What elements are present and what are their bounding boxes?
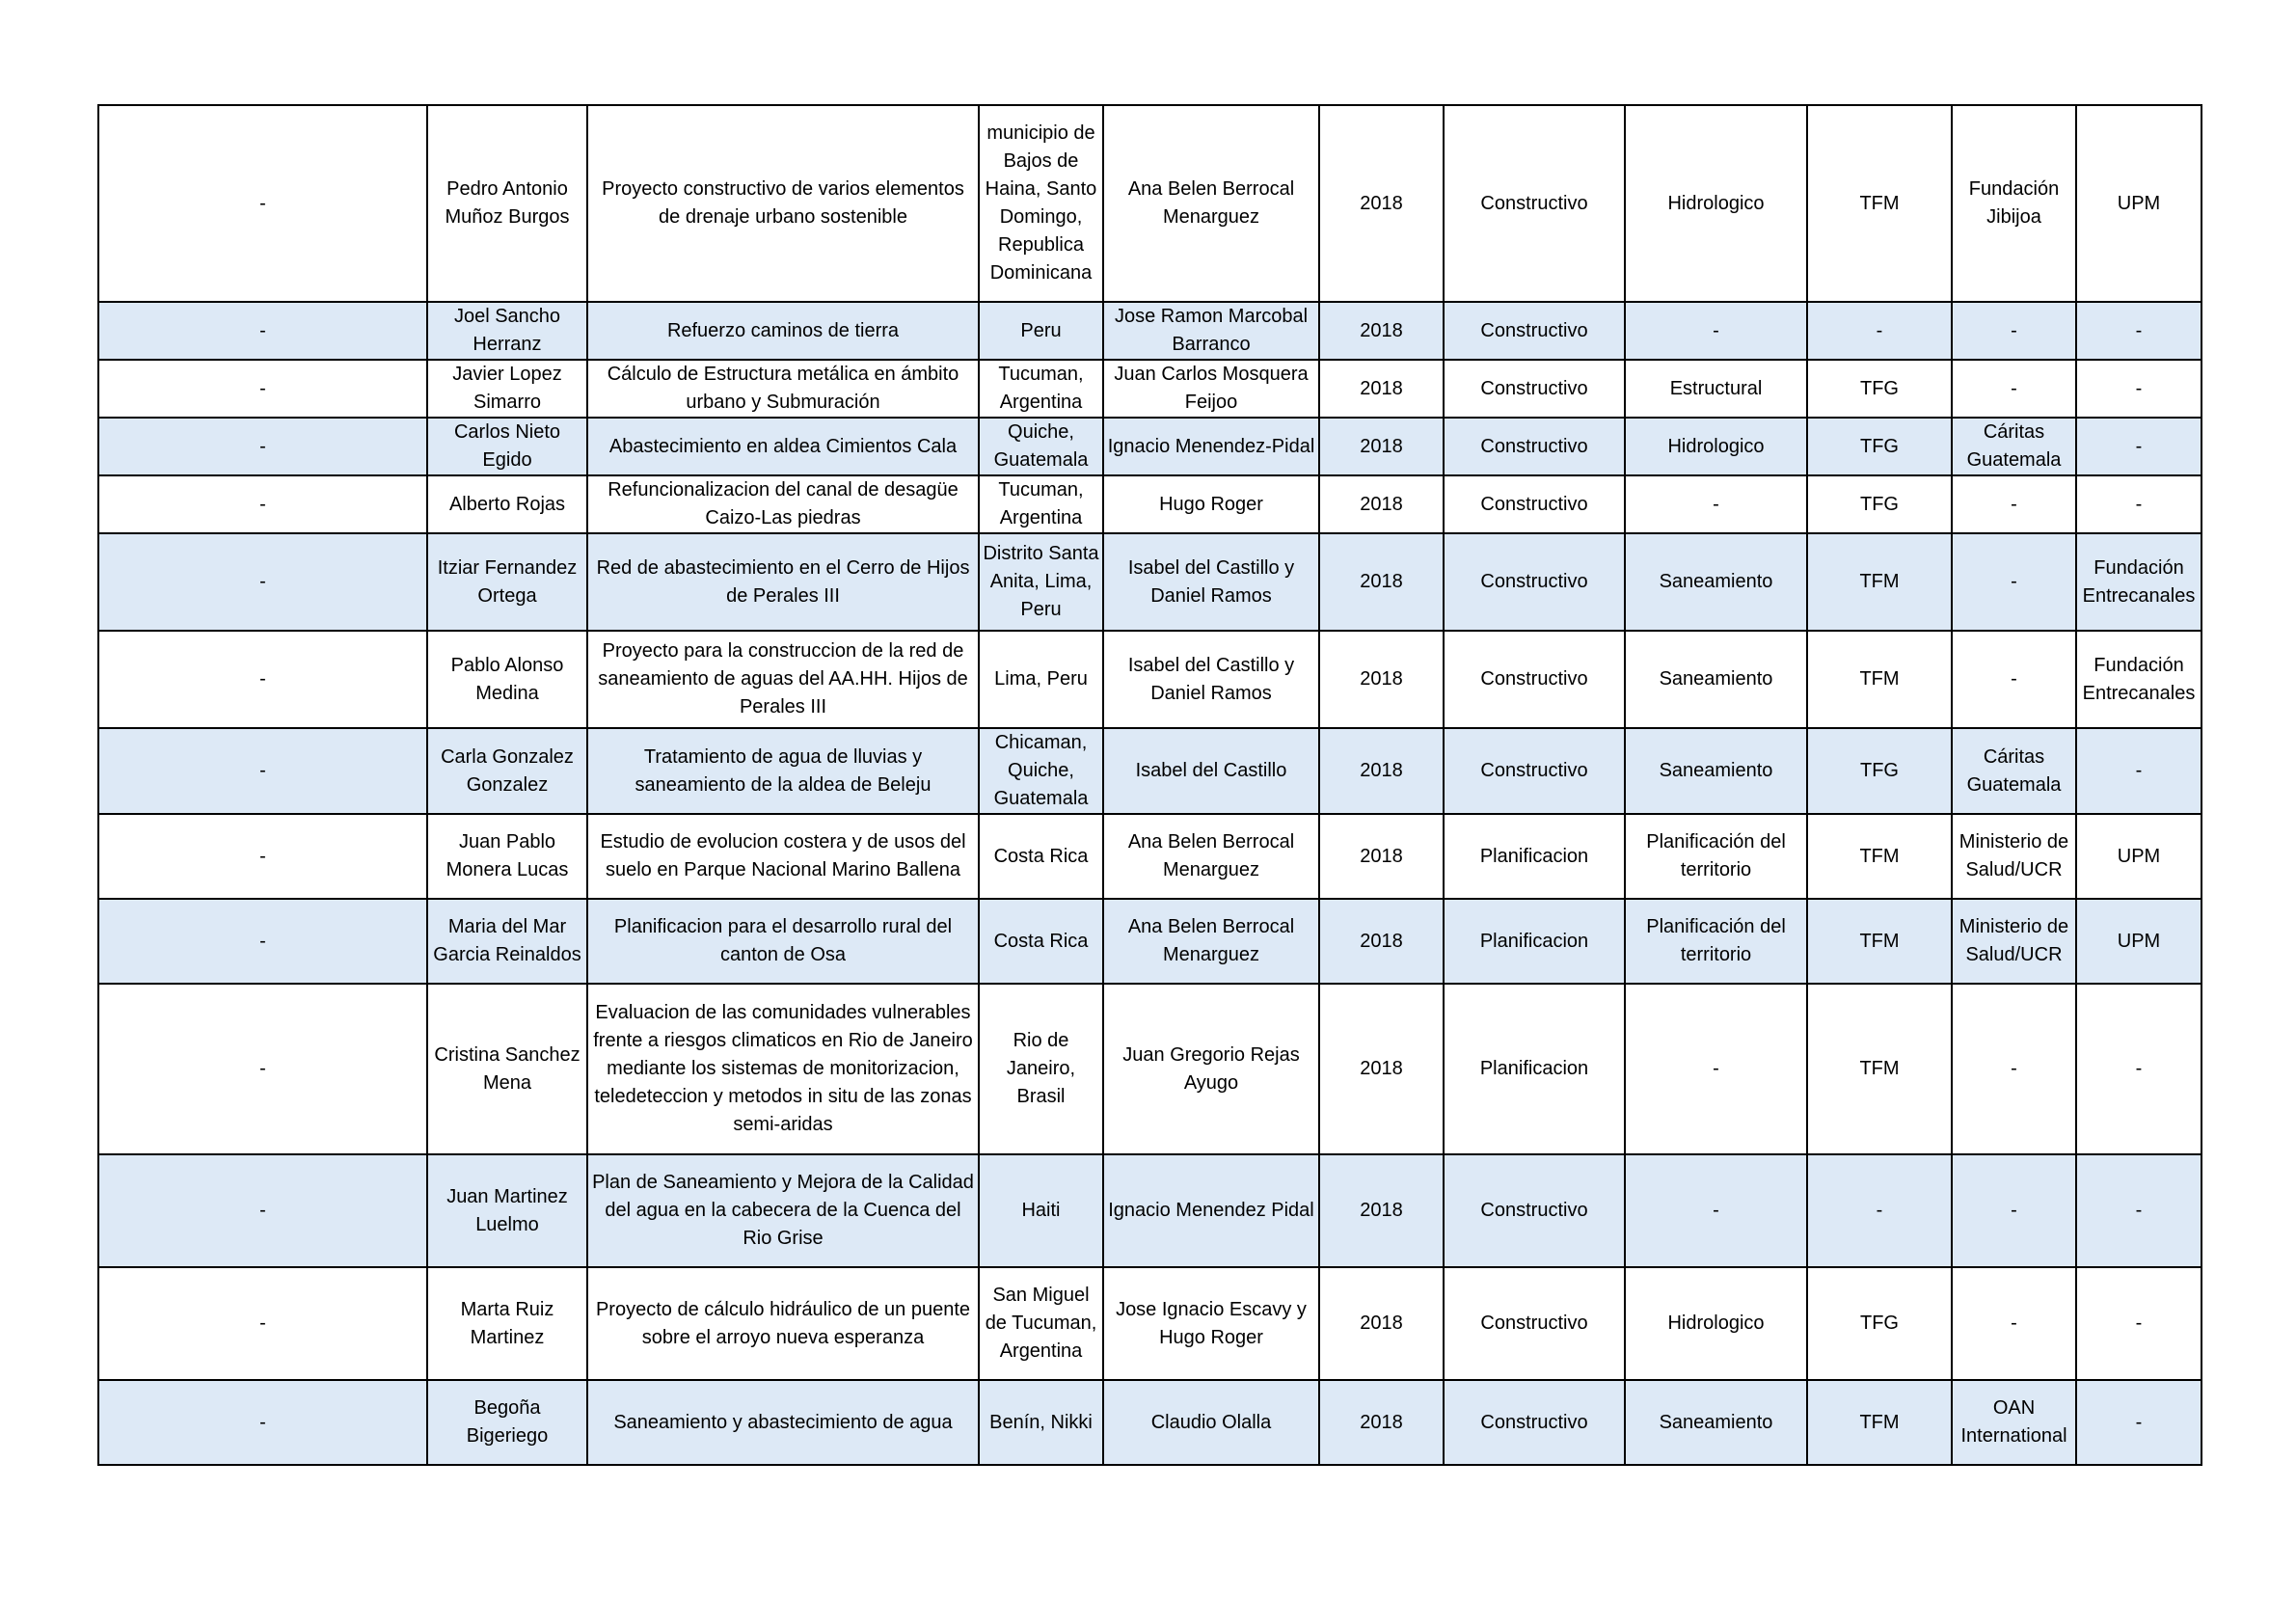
partner-cell: -	[1952, 475, 2076, 533]
tutor-cell: Claudio Olalla	[1103, 1380, 1319, 1465]
type-cell: Constructivo	[1444, 302, 1625, 360]
partner-cell: -	[1952, 631, 2076, 728]
category-cell: Planificación del territorio	[1625, 899, 1807, 984]
student-cell: Marta Ruiz Martinez	[427, 1267, 587, 1380]
funder-cell: -	[2076, 984, 2201, 1154]
degree-cell: TFG	[1807, 360, 1952, 418]
student-cell: Begoña Bigeriego	[427, 1380, 587, 1465]
type-cell: Constructivo	[1444, 475, 1625, 533]
table-row	[98, 814, 2201, 899]
reference-cell: -	[98, 631, 427, 728]
student-cell: Carla Gonzalez Gonzalez	[427, 728, 587, 814]
student-cell: Alberto Rojas	[427, 475, 587, 533]
tutor-cell: Ignacio Menendez Pidal	[1103, 1154, 1319, 1267]
category-cell: -	[1625, 475, 1807, 533]
reference-cell: -	[98, 105, 427, 302]
type-cell: Constructivo	[1444, 418, 1625, 475]
type-cell: Constructivo	[1444, 728, 1625, 814]
partner-cell: Cáritas Guatemala	[1952, 728, 2076, 814]
partner-cell: -	[1952, 1154, 2076, 1267]
table-row	[98, 105, 2201, 302]
funder-cell: -	[2076, 1380, 2201, 1465]
reference-cell: -	[98, 899, 427, 984]
location-cell: Tucuman, Argentina	[979, 360, 1103, 418]
partner-cell: -	[1952, 360, 2076, 418]
project-title-cell: Proyecto de cálculo hidráulico de un puente sobre el arroyo nueva esperanza	[587, 1267, 979, 1380]
type-cell: Constructivo	[1444, 1267, 1625, 1380]
location-cell: San Miguel de Tucuman, Argentina	[979, 1267, 1103, 1380]
partner-cell: -	[1952, 302, 2076, 360]
tutor-cell: Jose Ramon Marcobal Barranco	[1103, 302, 1319, 360]
student-cell: Pedro Antonio Muñoz Burgos	[427, 105, 587, 302]
degree-cell: TFM	[1807, 899, 1952, 984]
degree-cell: TFM	[1807, 1380, 1952, 1465]
degree-cell: TFG	[1807, 475, 1952, 533]
year-cell: 2018	[1319, 418, 1444, 475]
partner-cell: Cáritas Guatemala	[1952, 418, 2076, 475]
location-cell: Chicaman, Quiche, Guatemala	[979, 728, 1103, 814]
table-row	[98, 533, 2201, 631]
location-cell: Costa Rica	[979, 899, 1103, 984]
funder-cell: UPM	[2076, 105, 2201, 302]
location-cell: Benín, Nikki	[979, 1380, 1103, 1465]
year-cell: 2018	[1319, 984, 1444, 1154]
project-title-cell: Proyecto constructivo de varios elementos de drenaje urbano sostenible	[587, 105, 979, 302]
table-row	[98, 1267, 2201, 1380]
type-cell: Planificacion	[1444, 984, 1625, 1154]
year-cell: 2018	[1319, 1154, 1444, 1267]
location-cell: Haiti	[979, 1154, 1103, 1267]
funder-cell: UPM	[2076, 814, 2201, 899]
reference-cell: -	[98, 475, 427, 533]
student-cell: Joel Sancho Herranz	[427, 302, 587, 360]
project-title-cell: Red de abastecimiento en el Cerro de Hijos de Perales III	[587, 533, 979, 631]
table-row	[98, 1154, 2201, 1267]
category-cell: Hidrologico	[1625, 1267, 1807, 1380]
partner-cell: -	[1952, 1267, 2076, 1380]
student-cell: Juan Martinez Luelmo	[427, 1154, 587, 1267]
year-cell: 2018	[1319, 728, 1444, 814]
projects-table	[97, 104, 2202, 1466]
student-cell: Pablo Alonso Medina	[427, 631, 587, 728]
tutor-cell: Isabel del Castillo	[1103, 728, 1319, 814]
project-title-cell: Cálculo de Estructura metálica en ámbito urbano y Submuración	[587, 360, 979, 418]
funder-cell: Fundación Entrecanales	[2076, 533, 2201, 631]
project-title-cell: Tratamiento de agua de lluvias y saneamiento de la aldea de Beleju	[587, 728, 979, 814]
funder-cell: -	[2076, 1267, 2201, 1380]
degree-cell: TFG	[1807, 1267, 1952, 1380]
tutor-cell: Ignacio Menendez-Pidal	[1103, 418, 1319, 475]
year-cell: 2018	[1319, 475, 1444, 533]
reference-cell: -	[98, 360, 427, 418]
year-cell: 2018	[1319, 302, 1444, 360]
category-cell: Hidrologico	[1625, 105, 1807, 302]
tutor-cell: Ana Belen Berrocal Menarguez	[1103, 814, 1319, 899]
project-title-cell: Proyecto para la construccion de la red de saneamiento de aguas del AA.HH. Hijos de Perales III	[587, 631, 979, 728]
reference-cell: -	[98, 302, 427, 360]
reference-cell: -	[98, 418, 427, 475]
reference-cell: -	[98, 1267, 427, 1380]
table-row	[98, 899, 2201, 984]
category-cell: Saneamiento	[1625, 631, 1807, 728]
funder-cell: -	[2076, 418, 2201, 475]
type-cell: Constructivo	[1444, 1380, 1625, 1465]
partner-cell: -	[1952, 984, 2076, 1154]
tutor-cell: Jose Ignacio Escavy y Hugo Roger	[1103, 1267, 1319, 1380]
year-cell: 2018	[1319, 1380, 1444, 1465]
partner-cell: Fundación Jibijoa	[1952, 105, 2076, 302]
type-cell: Constructivo	[1444, 105, 1625, 302]
degree-cell: TFM	[1807, 533, 1952, 631]
tutor-cell: Isabel del Castillo y Daniel Ramos	[1103, 631, 1319, 728]
project-title-cell: Abastecimiento en aldea Cimientos Cala	[587, 418, 979, 475]
tutor-cell: Hugo Roger	[1103, 475, 1319, 533]
table-row	[98, 631, 2201, 728]
year-cell: 2018	[1319, 899, 1444, 984]
table-row	[98, 984, 2201, 1154]
project-title-cell: Plan de Saneamiento y Mejora de la Calidad del agua en la cabecera de la Cuenca del Rio Grise	[587, 1154, 979, 1267]
reference-cell: -	[98, 533, 427, 631]
project-title-cell: Saneamiento y abastecimiento de agua	[587, 1380, 979, 1465]
category-cell: Saneamiento	[1625, 728, 1807, 814]
student-cell: Maria del Mar Garcia Reinaldos	[427, 899, 587, 984]
funder-cell: -	[2076, 1154, 2201, 1267]
funder-cell: Fundación Entrecanales	[2076, 631, 2201, 728]
year-cell: 2018	[1319, 631, 1444, 728]
type-cell: Planificacion	[1444, 814, 1625, 899]
degree-cell: TFM	[1807, 105, 1952, 302]
table-row	[98, 475, 2201, 533]
type-cell: Constructivo	[1444, 360, 1625, 418]
category-cell: Saneamiento	[1625, 1380, 1807, 1465]
partner-cell: OAN International	[1952, 1380, 2076, 1465]
degree-cell: TFG	[1807, 728, 1952, 814]
reference-cell: -	[98, 1154, 427, 1267]
year-cell: 2018	[1319, 814, 1444, 899]
reference-cell: -	[98, 728, 427, 814]
degree-cell: TFM	[1807, 631, 1952, 728]
location-cell: municipio de Bajos de Haina, Santo Domingo, Republica Dominicana	[979, 105, 1103, 302]
degree-cell: TFG	[1807, 418, 1952, 475]
year-cell: 2018	[1319, 360, 1444, 418]
project-title-cell: Refuerzo caminos de tierra	[587, 302, 979, 360]
category-cell: Saneamiento	[1625, 533, 1807, 631]
funder-cell: -	[2076, 302, 2201, 360]
location-cell: Lima, Peru	[979, 631, 1103, 728]
funder-cell: -	[2076, 360, 2201, 418]
type-cell: Constructivo	[1444, 1154, 1625, 1267]
degree-cell: TFM	[1807, 814, 1952, 899]
funder-cell: UPM	[2076, 899, 2201, 984]
student-cell: Itziar Fernandez Ortega	[427, 533, 587, 631]
location-cell: Quiche, Guatemala	[979, 418, 1103, 475]
project-title-cell: Refuncionalizacion del canal de desagüe Caizo-Las piedras	[587, 475, 979, 533]
project-title-cell: Estudio de evolucion costera y de usos del suelo en Parque Nacional Marino Ballena	[587, 814, 979, 899]
type-cell: Constructivo	[1444, 533, 1625, 631]
year-cell: 2018	[1319, 533, 1444, 631]
partner-cell: Ministerio de Salud/UCR	[1952, 814, 2076, 899]
reference-cell: -	[98, 1380, 427, 1465]
reference-cell: -	[98, 984, 427, 1154]
degree-cell: -	[1807, 1154, 1952, 1267]
project-title-cell: Evaluacion de las comunidades vulnerables frente a riesgos climaticos en Rio de Janeiro mediante los sistemas de monitorizacion, teledeteccion y metodos in situ de las zonas semi-aridas	[587, 984, 979, 1154]
student-cell: Juan Pablo Monera Lucas	[427, 814, 587, 899]
category-cell: Hidrologico	[1625, 418, 1807, 475]
tutor-cell: Juan Gregorio Rejas Ayugo	[1103, 984, 1319, 1154]
tutor-cell: Ana Belen Berrocal Menarguez	[1103, 899, 1319, 984]
funder-cell: -	[2076, 475, 2201, 533]
type-cell: Constructivo	[1444, 631, 1625, 728]
tutor-cell: Ana Belen Berrocal Menarguez	[1103, 105, 1319, 302]
partner-cell: -	[1952, 533, 2076, 631]
type-cell: Planificacion	[1444, 899, 1625, 984]
category-cell: Estructural	[1625, 360, 1807, 418]
degree-cell: -	[1807, 302, 1952, 360]
student-cell: Carlos Nieto Egido	[427, 418, 587, 475]
category-cell: Planificación del territorio	[1625, 814, 1807, 899]
degree-cell: TFM	[1807, 984, 1952, 1154]
category-cell: -	[1625, 1154, 1807, 1267]
student-cell: Javier Lopez Simarro	[427, 360, 587, 418]
location-cell: Rio de Janeiro, Brasil	[979, 984, 1103, 1154]
tutor-cell: Juan Carlos Mosquera Feijoo	[1103, 360, 1319, 418]
year-cell: 2018	[1319, 105, 1444, 302]
tutor-cell: Isabel del Castillo y Daniel Ramos	[1103, 533, 1319, 631]
reference-cell: -	[98, 814, 427, 899]
funder-cell: -	[2076, 728, 2201, 814]
location-cell: Peru	[979, 302, 1103, 360]
location-cell: Tucuman, Argentina	[979, 475, 1103, 533]
year-cell: 2018	[1319, 1267, 1444, 1380]
table-row	[98, 418, 2201, 475]
location-cell: Costa Rica	[979, 814, 1103, 899]
student-cell: Cristina Sanchez Mena	[427, 984, 587, 1154]
partner-cell: Ministerio de Salud/UCR	[1952, 899, 2076, 984]
category-cell: -	[1625, 984, 1807, 1154]
location-cell: Distrito Santa Anita, Lima, Peru	[979, 533, 1103, 631]
table-row	[98, 728, 2201, 814]
table-row	[98, 302, 2201, 360]
table-row	[98, 360, 2201, 418]
table-row	[98, 1380, 2201, 1465]
project-title-cell: Planificacion para el desarrollo rural del canton de Osa	[587, 899, 979, 984]
category-cell: -	[1625, 302, 1807, 360]
